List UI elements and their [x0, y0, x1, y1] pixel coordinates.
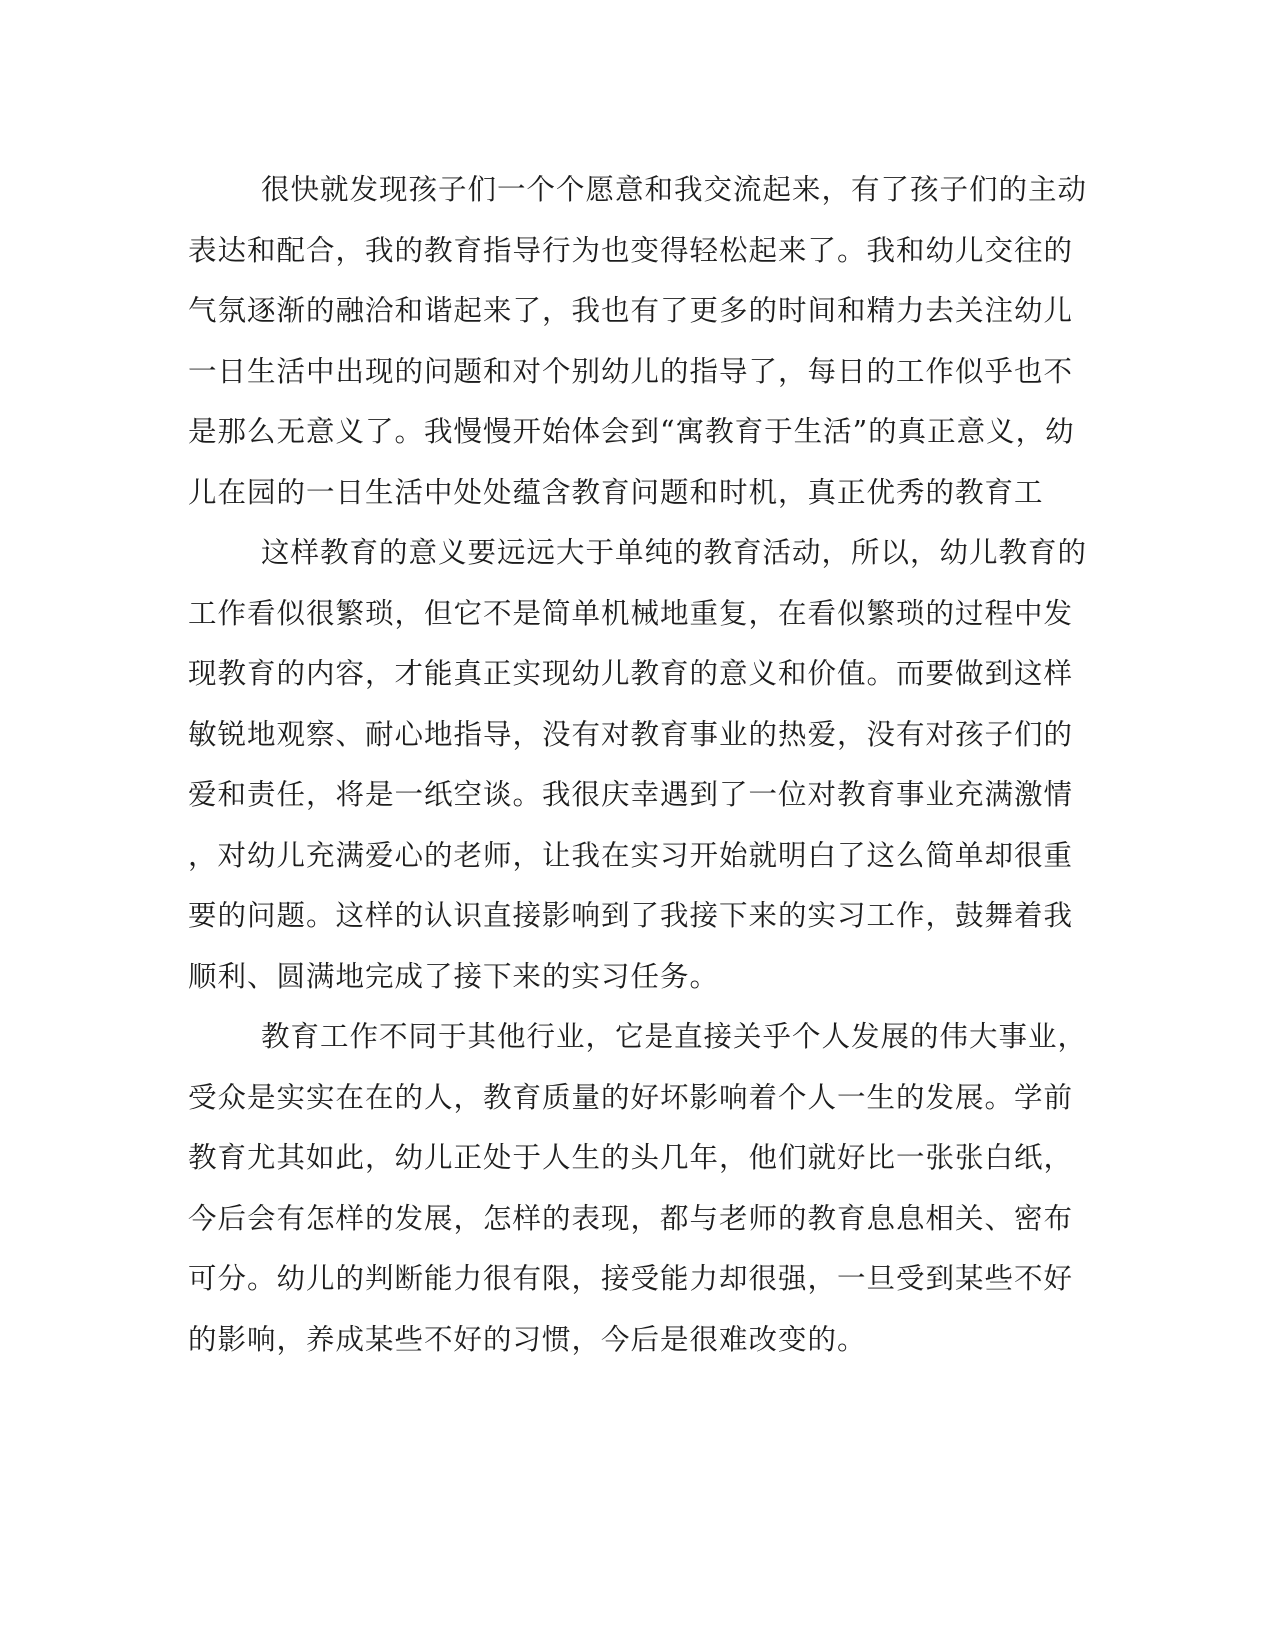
paragraph-line: 很快就发现孩子们一个个愿意和我交流起来，有了孩子们的主动	[261, 173, 1088, 206]
paragraph-line: 工作看似很繁琐，但它不是简单机械地重复，在看似繁琐的过程中发	[188, 596, 1074, 630]
paragraph-line: 教育工作不同于其他行业，它是直接关乎个人发展的伟大事业，	[261, 1020, 1088, 1053]
paragraph-line: 受众是实实在在的人，教育质量的好坏影响着个人一生的发展。学前	[188, 1080, 1074, 1114]
paragraph-line: 一日生活中出现的问题和对个别幼儿的指导了，每日的工作似乎也不	[188, 354, 1074, 388]
paragraph-3	[188, 1007, 1088, 1370]
paragraph-line: 敏锐地观察、耐心地指导，没有对教育事业的热爱，没有对孩子们的	[188, 717, 1074, 751]
paragraph-line: 今后会有怎样的发展，怎样的表现，都与老师的教育息息相关、密布	[188, 1201, 1074, 1235]
paragraph-line: ，对幼儿充满爱心的老师，让我在实习开始就明白了这么简单却很重	[188, 838, 1074, 872]
paragraph-line: 表达和配合，我的教育指导行为也变得轻松起来了。我和幼儿交往的	[188, 233, 1074, 267]
paragraph-line: 气氛逐渐的融洽和谐起来了，我也有了更多的时间和精力去关注幼儿	[188, 294, 1074, 327]
paragraph-line: 可分。幼儿的判断能力很有限，接受能力却很强，一旦受到某些不好	[188, 1262, 1074, 1295]
paragraph-line: 要的问题。这样的认识直接影响到了我接下来的实习工作，鼓舞着我	[188, 899, 1074, 932]
paragraph-line: 这样教育的意义要远远大于单纯的教育活动，所以，幼儿教育的	[261, 536, 1088, 569]
paragraph-line: 现教育的内容，才能真正实现幼儿教育的意义和价值。而要做到这样	[188, 657, 1074, 690]
paragraph-line: 是那么无意义了。我慢慢开始体会到“寓教育于生活”的真正意义，幼	[188, 415, 1075, 448]
paragraph-line: 教育尤其如此，幼儿正处于人生的头几年，他们就好比一张张白纸，	[188, 1141, 1074, 1174]
paragraph-line: 儿在园的一日生活中处处蕴含教育问题和时机，真正优秀的教育工	[188, 475, 1044, 509]
paragraph-line: 顺利、圆满地完成了接下来的实习任务。	[188, 959, 720, 993]
paragraph-line: 的影响，养成某些不好的习惯，今后是很难改变的。	[188, 1322, 867, 1356]
paragraph-1	[188, 160, 1088, 523]
paragraph-line: 爱和责任，将是一纸空谈。我很庆幸遇到了一位对教育事业充满激情	[188, 778, 1074, 811]
paragraph-2	[188, 523, 1088, 1007]
document-body	[188, 160, 1088, 1370]
